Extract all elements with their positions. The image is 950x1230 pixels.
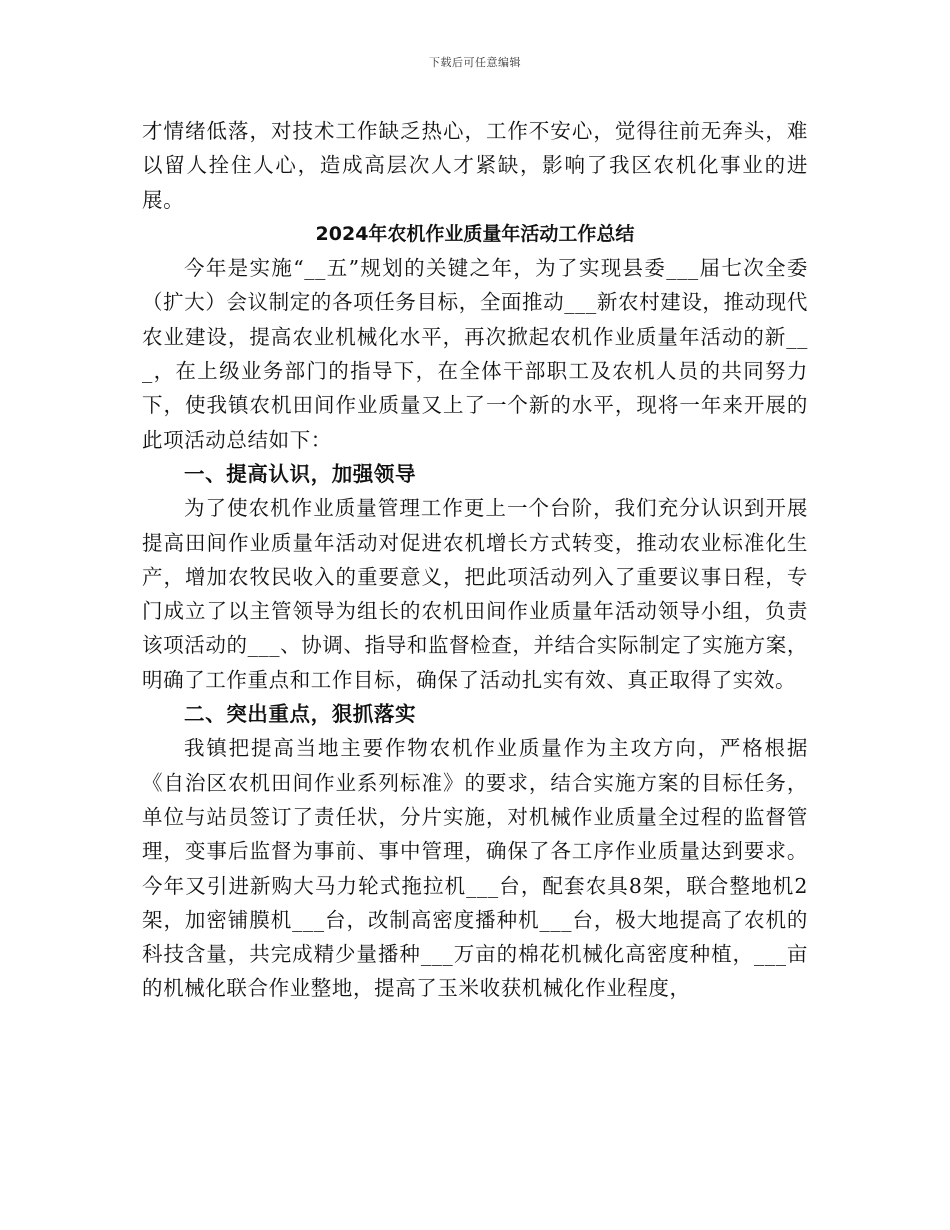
intro-paragraph: 才情绪低落，对技术工作缺乏热心，工作不安心，觉得往前无奔头，难以留人拴住人心，造成高层次人才紧缺，影响了我区农机化事业的进展。 bbox=[142, 119, 808, 212]
paragraph-1: 今年是实施“__五”规划的关键之年，为了实现县委___届七次全委（扩大）会议制定的各项任务目标，全面推动___新农村建设，推动现代农业建设，提高农业机械化水平，再次掀起农机作业质量年活动的新___，在上级业务部门的指导下，在全体干部职工及农机人员的共同努力下，使我镇农机田间作业质量又上了一个新的水平，现将一年来开展的此项活动总结如下： bbox=[142, 256, 808, 452]
document-title: 2024年农机作业质量年活动工作总结 bbox=[315, 222, 635, 245]
paragraph-2: 为了使农机作业质量管理工作更上一个台阶，我们充分认识到开展提高田间作业质量年活动对促进农机增长方式转变，推动农业标准化生产，增加农牧民收入的重要意义，把此项活动列入了重要议事日程，专门成立了以主管领导为组长的农机田间作业质量年活动领导小组，负责该项活动的___、协调、指导和监督检查，并结合实际制定了实施方案，明确了工作重点和工作目标，确保了活动扎实有效、真正取得了实效。 bbox=[142, 496, 808, 692]
section-heading-1: 一、提高认识，加强领导 bbox=[184, 461, 417, 486]
document-body bbox=[142, 114, 808, 1006]
section-heading-2: 二、突出重点，狠抓落实 bbox=[184, 702, 417, 727]
page-header: 下载后可任意编辑 bbox=[429, 56, 521, 69]
paragraph-3: 我镇把提高当地主要作物农机作业质量作为主攻方向，严格根据《自治区农机田间作业系列标准》的要求，结合实施方案的目标任务，单位与站员签订了责任状，分片实施，对机械作业质量全过程的监督管理，变事后监督为事前、事中管理，确保了各工序作业质量达到要求。今年又引进新购大马力轮式拖拉机___台，配套农具8架，联合整地机2架，加密铺膜机___台，改制高密度播种机___台，极大地提高了农机的科技含量，共完成精少量播种___万亩的棉花机械化高密度种植，___亩的机械化联合作业整地，提高了玉米收获机械化作业程度， bbox=[142, 736, 808, 1001]
